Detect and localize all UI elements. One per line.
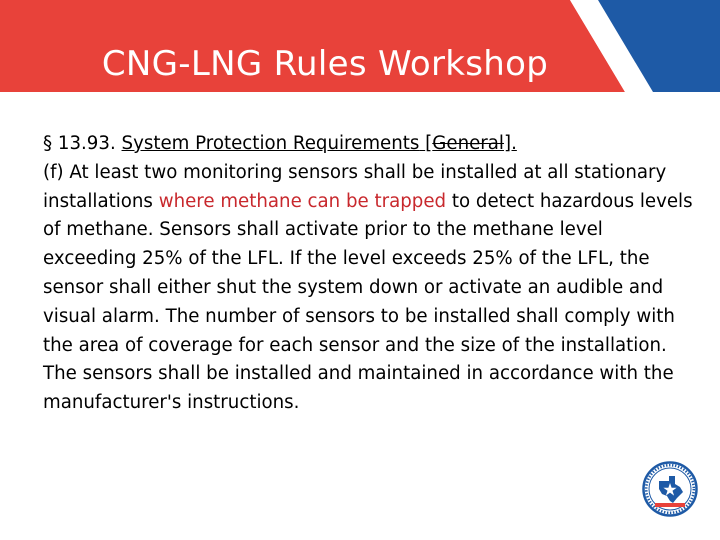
bracket-close: ].: [503, 133, 517, 154]
slide-body: [43, 130, 693, 418]
railroad-commission-seal-icon: [642, 461, 698, 517]
rule-paragraph: [43, 159, 693, 418]
paragraph-text-start: (f) At least two monitoring sensors shall be installed at all stationary installations: [43, 161, 667, 212]
bracket-open: [: [425, 133, 433, 154]
section-number: § 13.93.: [43, 133, 116, 154]
inserted-text-highlight: where methane can be trapped: [158, 190, 447, 212]
page-title: CNG-LNG Rules Workshop: [101, 44, 549, 84]
paragraph-text-end: to detect hazardous levels of methane. Sensors shall activate prior to the methane level exceeding 25% of the LFL. If the level exceeds 25% of the LFL, the sensor shall either shut the system down or activate an audible and visual alarm. The number of sensors to be installed shall comply with the area of coverage for each sensor and the size of the installation. The sensors shall be installed and maintained in accordance with the manufacturer's instructions.: [43, 190, 693, 414]
deleted-word: General: [432, 133, 504, 154]
section-title: [122, 133, 517, 154]
section-heading: [43, 130, 693, 159]
section-title-text: System Protection Requirements: [121, 133, 420, 154]
